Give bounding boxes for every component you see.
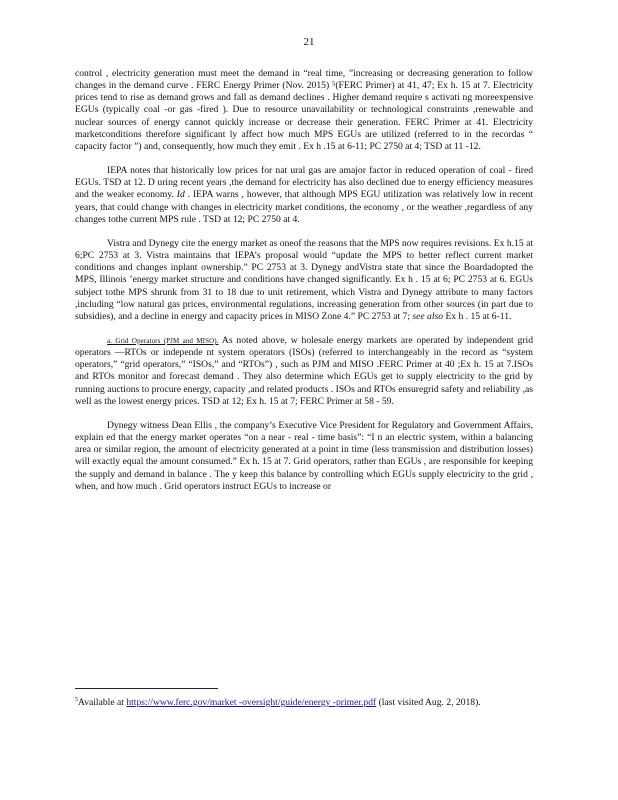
section-heading: a. Grid Operators (PJM and MISO). [107, 336, 219, 345]
italic-citation: see also [412, 310, 444, 322]
footnote [75, 697, 533, 709]
paragraph-vistra-dynegy: Vistra and Dynegy cite the energy market as oneof the reasons that the MPS now requires revisions. Ex h.15 at 6;PC 2753 at 3. Vistra maintains that IEPA’s proposal would “update the MPS to better reflect current market conditions and changes inplant ownership.” PC 2753 at 3. Dynegy andVistra state that since the Boardadopted the MPS, Illinois ’energy market structure and conditions have changed significantly. Ex h . 15 at 6; PC 2753 at 6. EGUs subject tothe MPS shrunk from 31 to 18 due to unit retirement, which Vistra and Dynegy attribute to many factors ,including “low natural gas prices, environmental regulations, increasing generation from other sources (in part due to subsidies), and a decline in energy and capacity prices in MISO Zone 4.” PC 2753 at 7; see also Ex h . 15 at 6-11. [75, 237, 533, 322]
paragraph-grid-operators [75, 335, 533, 408]
footnote-divider [75, 688, 218, 689]
paragraph-grid-operators-text: As noted above, w holesale energy markets are operated by independent grid operators —RTOs or independe nt system operators (ISOs) (referred to interchangeably in the record as “system operators,” “grid operators,” “ISOs,” and “RTOs”) , such as PJM and MISO .FERC Primer at 40 ;Ex h. 15 at 7.ISOs and RTOs monitor and forecast demand . They also determine which EGUs get to supply electricity to the grid by running auctions to procure energy, capacity ,and related products . ISOs and RTOs ensuregrid safety and reliability ,as well as the lowest energy prices. TSD at 12; Ex h. 15 at 7; FERC Primer at 58 - 59. [75, 334, 534, 407]
footnote-link[interactable]: https://www.ferc.gov/market -oversight/guide/energy -primer.pdf [126, 697, 377, 708]
paragraph-ellis: Dynegy witness Dean Ellis , the company’s Executive Vice President for Regulatory and Government Affairs, explain ed that the energy market operates “on a near - real - time basis”: “I n an electric system, within a balancing area or similar region, the amount of electricity generated at a point in time (less transmission and distribution losses) will exactly equal the amount consumed.” Ex h. 15 at 7. Grid operators, rather than EGUs , are responsible for keeping the supply and demand in balance . The y keep this balance by controlling which EGUs supply electricity to the grid , when, and how much . Grid operators instruct EGUs to increase or [75, 419, 533, 492]
document-body [75, 68, 533, 493]
italic-citation: Id [176, 189, 185, 201]
paragraph-iepa: IEPA notes that historically low prices for nat ural gas are amajor factor in reduced operation of coal - fired EGUs. TSD at 12. D uring recent years ,the demand for electricity has also declined due to energy efficiency measures and the weaker economy. Id . IEPA warns , however, that although MPS EGU utilization was relatively low in recent years, that could change with changes in electricity market conditions, the economy , or the weather ,regardless of any changes tothe current MPS rule . TSD at 12; PC 2750 at 4. [75, 165, 533, 225]
page-number: 21 [303, 36, 315, 48]
footnote-tail: (last visited Aug. 2, 2018). [376, 697, 481, 708]
footnote-lead: Available at [78, 697, 127, 708]
paragraph-continued: control , electricity generation must meet the demand in “real time, ”increasing or decreasing generation to follow changes in the demand curve . FERC Energy Primer (Nov. 2015) ⁵(FERC Primer) at 41, 47; Ex h. 15 at 7. Electricity prices tend to rise as demand grows and fall as demand declines . Higher demand require s activati ng moreexpensive EGUs (typically coal -or gas -fired ). Due to resource unavailability or technological constraints ,renewable and nuclear sources of energy cannot quickly increase or decrease their generation. FERC Primer at 41. Electricity marketconditions therefore significant ly affect how much MPS EGUs are utilized (referred to in the recordas “ capacity factor ”) and, consequently, how much they emit . Ex h .15 at 6-11; PC 2750 at 4; TSD at 11 -12. [75, 68, 533, 152]
footnote-marker: 5 [75, 696, 78, 703]
